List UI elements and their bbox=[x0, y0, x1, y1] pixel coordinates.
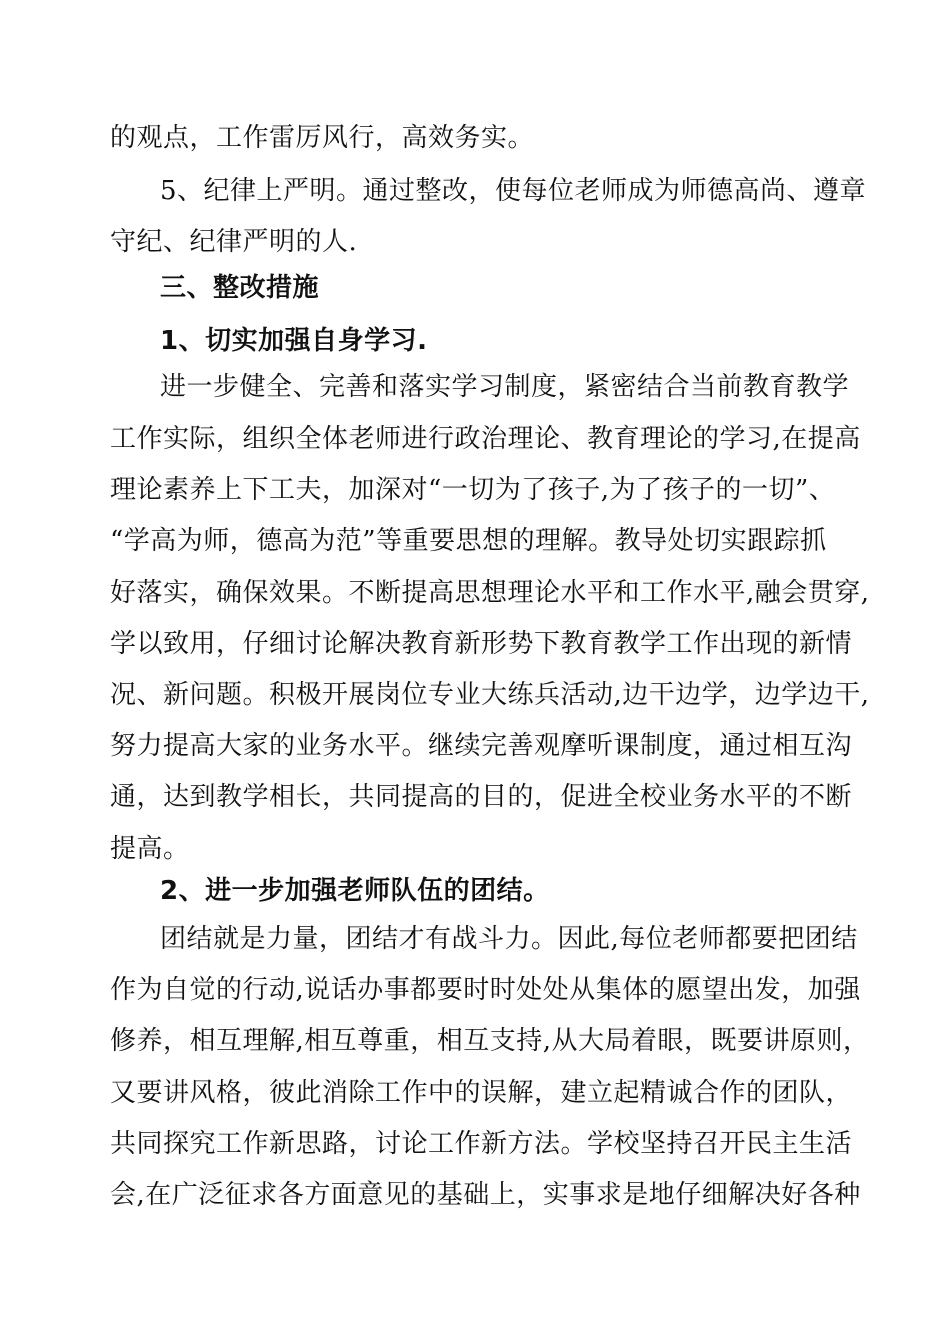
paragraph-line: “学高为师，德高为范”等重要思想的理解。教导处切实跟踪抓 bbox=[110, 526, 827, 556]
paragraph-line: 守纪、纪律严明的人. bbox=[110, 227, 358, 257]
paragraph-line: 又要讲风格，彼此消除工作中的误解，建立起精诚合作的团队， bbox=[110, 1078, 853, 1108]
subheading: 2、进一步加强老师队伍的团结。 bbox=[160, 876, 550, 906]
subheading: 1、切实加强自身学习. bbox=[160, 326, 428, 356]
paragraph-line: 好落实，确保效果。不断提高思想理论水平和工作水平,融会贯穿, bbox=[110, 578, 870, 608]
paragraph-line: 工作实际，组织全体老师进行政治理论、教育理论的学习,在提高 bbox=[110, 424, 861, 454]
paragraph-line: 学以致用，仔细讨论解决教育新形势下教育教学工作出现的新情 bbox=[110, 629, 853, 659]
paragraph-line: 作为自觉的行动,说话办事都要时时处处从集体的愿望出发，加强 bbox=[110, 975, 861, 1005]
paragraph-line: 共同探究工作新思路，讨论工作新方法。学校坚持召开民主生活 bbox=[110, 1129, 853, 1159]
paragraph-line: 5、纪律上严明。通过整改，使每位老师成为师德高尚、遵章 bbox=[160, 176, 867, 206]
paragraph-line: 团结就是力量，团结才有战斗力。因此,每位老师都要把团结 bbox=[160, 924, 858, 954]
section-heading: 三、整改措施 bbox=[160, 273, 320, 303]
paragraph-line: 会,在广泛征求各方面意见的基础上，实事求是地仔细解决好各种 bbox=[110, 1180, 861, 1210]
paragraph-line: 的观点，工作雷厉风行，高效务实。 bbox=[110, 123, 535, 153]
paragraph-line: 通，达到教学相长，共同提高的目的，促进全校业务水平的不断 bbox=[110, 782, 853, 812]
paragraph-line: 修养，相互理解,相互尊重，相互支持,从大局着眼，既要讲原则， bbox=[110, 1026, 870, 1056]
paragraph-line: 理论素养上下工夫，加深对“一切为了孩子,为了孩子的一切”、 bbox=[110, 475, 836, 505]
paragraph-line: 况、新问题。积极开展岗位专业大练兵活动,边干边学，边学边干, bbox=[110, 680, 870, 710]
paragraph-line: 进一步健全、完善和落实学习制度，紧密结合当前教育教学 bbox=[160, 372, 850, 402]
paragraph-line: 提高。 bbox=[110, 834, 190, 864]
paragraph-line: 努力提高大家的业务水平。继续完善观摩听课制度，通过相互沟 bbox=[110, 731, 853, 761]
